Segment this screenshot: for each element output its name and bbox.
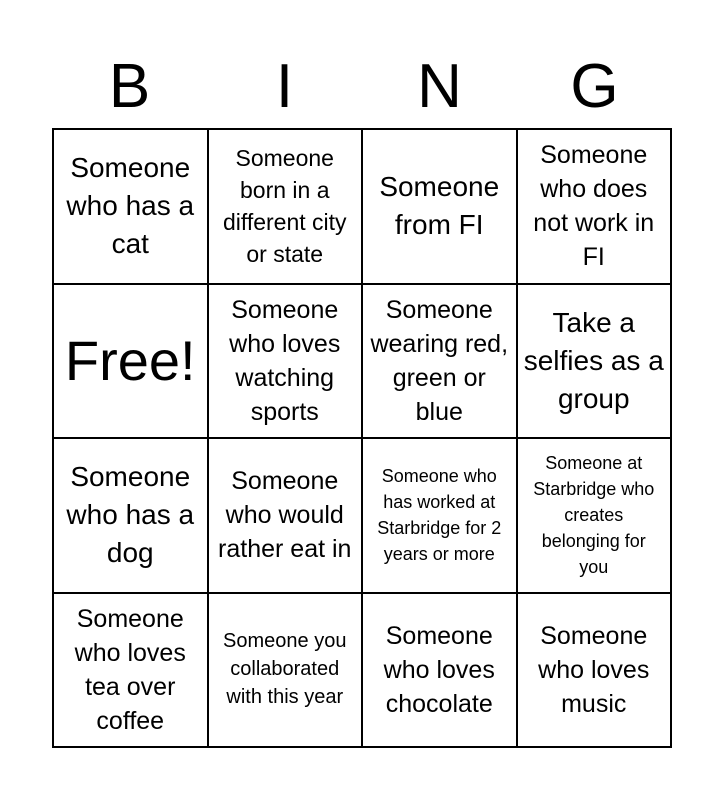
header-letter-n: N: [417, 52, 462, 121]
header-letter-i: I: [275, 52, 294, 121]
bingo-cell-r3c3[interactable]: [363, 439, 518, 594]
cell-label: Someone who would rather eat in: [218, 467, 352, 564]
cell-label: Someone who loves chocolate: [383, 621, 495, 718]
cell-label: Someone at Starbridge who creates belonging for you: [533, 453, 655, 578]
cell-label: Someone who loves music: [538, 621, 650, 718]
cell-label: Someone wearing red, green or blue: [370, 295, 509, 426]
header-letter-b: B: [108, 52, 151, 121]
bingo-header: [52, 50, 672, 128]
bingo-cell-r2c4[interactable]: [518, 285, 673, 440]
cell-label: Take a selfies as a group: [523, 306, 664, 414]
bingo-cell-r3c2[interactable]: [209, 439, 364, 594]
cell-label: Someone who has a cat: [66, 152, 195, 260]
cell-label: Someone born in a different city or state: [222, 144, 347, 268]
bingo-cell-r2c1-free[interactable]: [54, 285, 209, 440]
bingo-cell-r1c4[interactable]: [518, 130, 673, 285]
bingo-cell-r4c1[interactable]: [54, 594, 209, 749]
cell-label: Someone who loves watching sports: [229, 295, 341, 426]
bingo-cell-r3c1[interactable]: [54, 439, 209, 594]
cell-label: Someone who has a dog: [66, 461, 195, 569]
bingo-cell-r4c3[interactable]: [363, 594, 518, 749]
bingo-cell-r1c2[interactable]: [209, 130, 364, 285]
bingo-cell-r1c3[interactable]: [363, 130, 518, 285]
cell-label: Someone who loves tea over coffee: [74, 604, 186, 735]
bingo-cell-r2c2[interactable]: [209, 285, 364, 440]
cell-label: Someone who has worked at Starbridge for 2 years or more: [377, 466, 502, 565]
bingo-cell-r4c4[interactable]: [518, 594, 673, 749]
cell-label: Free!: [64, 328, 196, 392]
bingo-cell-r3c4[interactable]: [518, 439, 673, 594]
cell-label: Someone from FI: [379, 171, 500, 241]
bingo-board: [52, 128, 672, 748]
bingo-cell-r2c3[interactable]: [363, 285, 518, 440]
bingo-cell-r4c2[interactable]: [209, 594, 364, 749]
cell-label: Someone you collaborated with this year: [223, 630, 347, 708]
header-letter-g: G: [570, 52, 619, 121]
cell-label: Someone who does not work in FI: [533, 141, 655, 272]
bingo-cell-r1c1[interactable]: [54, 130, 209, 285]
